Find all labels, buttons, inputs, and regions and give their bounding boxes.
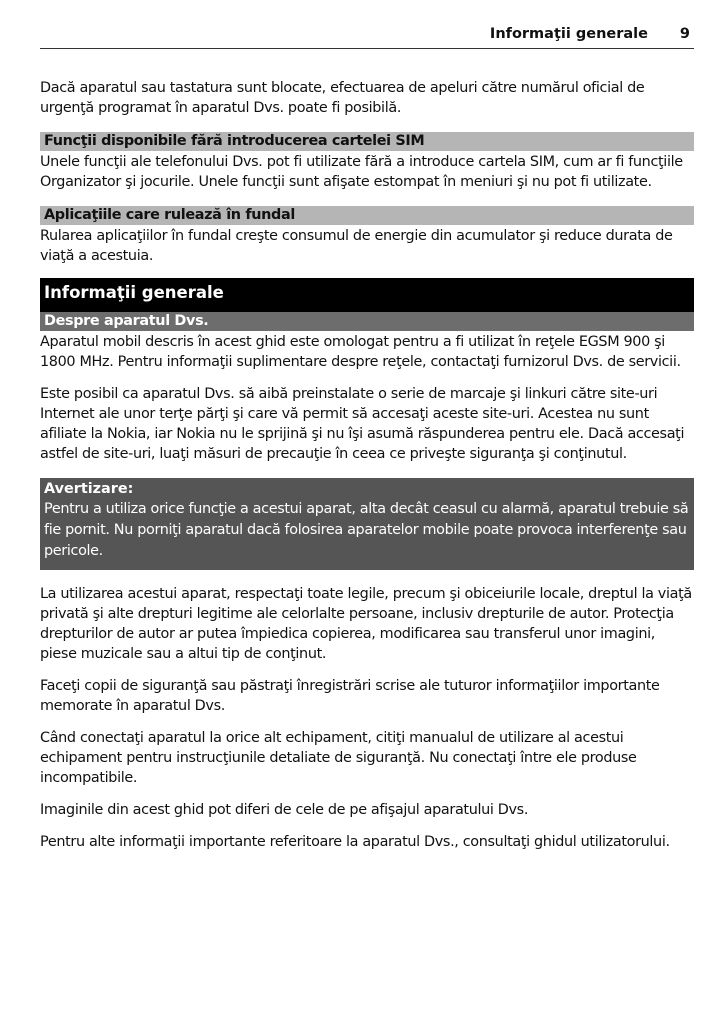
intro-paragraph: Dacă aparatul sau tastatura sunt blocate, efectuarea de apeluri către numărul oficial de urgenţă programat în aparatul Dvs. poate fi posibilă. [40, 80, 645, 116]
body-paragraph-guide: Pentru alte informaţii importante referitoare la aparatul Dvs., consultaţi ghidul utilizatorului. [40, 834, 670, 850]
sim-paragraph: Unele funcţii ale telefonului Dvs. pot fi utilizate fără a introduce cartela SIM, cum ar fi funcţiile Organizator şi jocurile. Unele funcţii sunt afişate estompat în meniuri şi nu pot fi utilizate. [40, 154, 683, 190]
about-paragraph-2: Este posibil ca aparatul Dvs. să aibă preinstalate o serie de marcaje şi linkuri către site-uri Internet ale unor terţe părţi şi care vă permit să accesaţi aceste site-uri. Acestea nu sunt afiliate la Nokia, iar Nokia nu le sprijină şi nu îşi asumă răspunderea pentru ele. Dacă accesaţi astfel de site-uri, luaţi măsuri de precauţie în ceea ce priveşte siguranţa şi conţinutul. [40, 386, 685, 462]
page-header [40, 26, 694, 49]
header-title: Informaţii generale [489, 26, 648, 42]
page-number: 9 [679, 26, 690, 42]
subheading-sim: Funcţii disponibile fără introducerea cartelei SIM [40, 132, 694, 151]
warning-text: Pentru a utiliza orice funcţie a acestui aparat, alta decât ceasul cu alarmă, aparatul trebuie să fie pornit. Nu porniţi aparatul dacă folosirea aparatelor mobile poate provoca interferenţe sau pericole. [44, 501, 689, 559]
body-paragraph-connect: Când conectaţi aparatul la orice alt echipament, citiţi manualul de utilizare al acestui echipament pentru instrucţiunile detaliate de siguranţă. Nu conectaţi între ele produse incompatibile. [40, 730, 637, 786]
page-content [40, 78, 694, 864]
body-paragraph-rights: La utilizarea acestui aparat, respectaţi toate legile, precum şi obiceiurile locale, dreptul la viaţă privată şi alte drepturi legitime ale celorlalte persoane, inclusiv drepturile de autor. Protecţia drepturilor de autor ar putea împiedica copierea, modificarea sau transferul unor imagini, piese muzicale sau a altui tip de conţinut. [40, 586, 692, 662]
subheading-background-apps: Aplicaţiile care rulează în fundal [40, 206, 694, 225]
about-paragraph-1: Aparatul mobil descris în acest ghid este omologat pentru a fi utilizat în reţele EGSM 900 şi 1800 MHz. Pentru informaţii suplimentare despre reţele, contactaţi furnizorul Dvs. de servicii. [40, 334, 681, 370]
background-apps-paragraph: Rularea aplicaţiilor în fundal creşte consumul de energie din acumulator şi reduce durata de viaţă a acestuia. [40, 228, 673, 264]
warning-box [40, 478, 694, 570]
subheading-about-device: Despre aparatul Dvs. [40, 312, 694, 331]
body-paragraph-images: Imaginile din acest ghid pot diferi de cele de pe afişajul aparatului Dvs. [40, 802, 529, 818]
body-paragraph-backup: Faceţi copii de siguranţă sau păstraţi înregistrări scrise ale tuturor informaţiilor importante memorate în aparatul Dvs. [40, 678, 660, 714]
section-heading: Informaţii generale [40, 278, 694, 312]
warning-title: Avertizare: [44, 481, 134, 497]
